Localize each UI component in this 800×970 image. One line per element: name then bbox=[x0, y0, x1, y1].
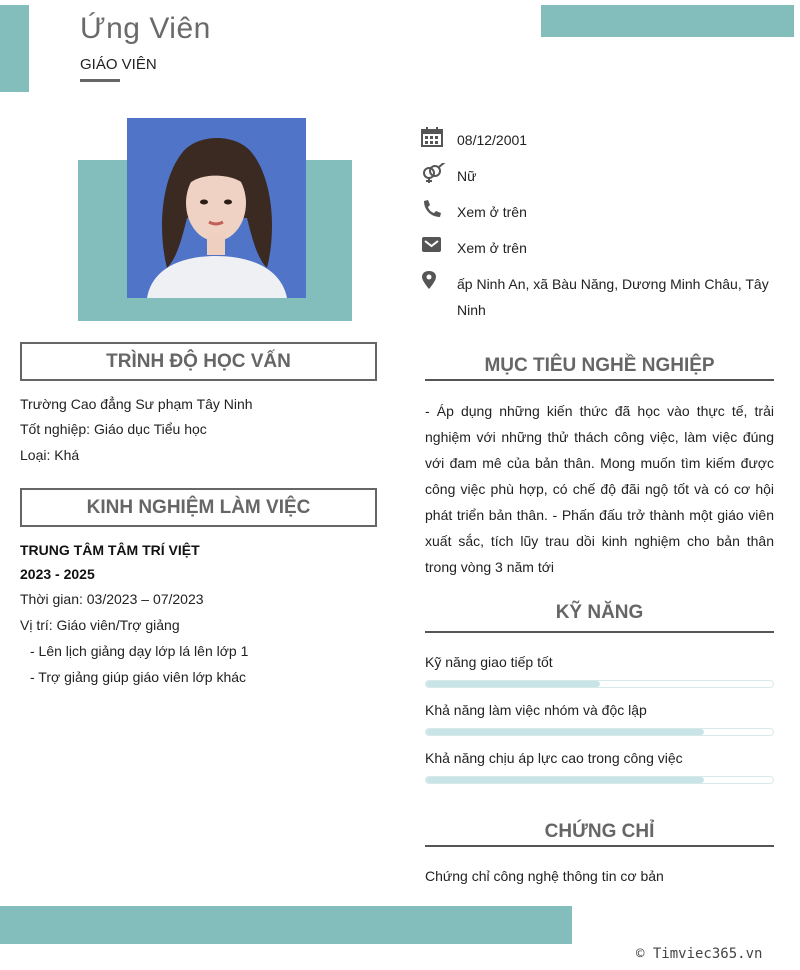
phone-value: Xem ở trên bbox=[457, 204, 527, 220]
education-school: Trường Cao đẳng Sư phạm Tây Ninh bbox=[20, 396, 253, 412]
birthday-value: 08/12/2001 bbox=[457, 132, 528, 148]
skill-label: Khả năng làm việc nhóm và độc lập bbox=[425, 702, 647, 718]
gender-icon bbox=[421, 163, 445, 183]
email-value: Xem ở trên bbox=[457, 240, 527, 256]
experience-duty: - Lên lịch giảng dạy lớp lá lên lớp 1 bbox=[30, 643, 249, 659]
gender-value: Nữ bbox=[457, 168, 477, 184]
education-graduation: Tốt nghiệp: Giáo dục Tiểu học bbox=[20, 421, 207, 437]
objective-rule bbox=[425, 379, 774, 381]
skill-bar-fill bbox=[426, 777, 704, 783]
contact-address bbox=[421, 271, 777, 323]
contact-email bbox=[421, 235, 777, 261]
watermark: © Timviec365.vn bbox=[636, 946, 763, 962]
certificates-rule bbox=[425, 845, 774, 847]
experience-heading: KINH NGHIỆM LÀM VIỆC bbox=[20, 488, 377, 527]
education-heading: TRÌNH ĐỘ HỌC VẤN bbox=[20, 342, 377, 381]
contact-gender bbox=[421, 163, 777, 189]
profile-photo bbox=[127, 118, 306, 298]
contact-birthday bbox=[421, 127, 777, 153]
skills-heading: KỸ NĂNG bbox=[555, 602, 644, 623]
skill-bar bbox=[425, 680, 774, 688]
education-rank: Loại: Khá bbox=[20, 447, 80, 463]
address-value: ấp Ninh An, xã Bàu Năng, Dương Minh Châu, Tây Ninh bbox=[457, 276, 769, 318]
job-title: GIÁO VIÊN bbox=[80, 56, 157, 73]
experience-period: Thời gian: 03/2023 – 07/2023 bbox=[20, 591, 204, 607]
calendar-icon bbox=[421, 127, 445, 147]
contact-phone bbox=[421, 199, 777, 225]
objective-heading: MỤC TIÊU NGHỀ NGHIỆP bbox=[484, 355, 715, 376]
experience-company: TRUNG TÂM TÂM TRÍ VIỆT bbox=[20, 542, 200, 558]
skills-rule bbox=[425, 631, 774, 633]
certificate-item: Chứng chỉ công nghệ thông tin cơ bản bbox=[425, 868, 664, 884]
decorative-block-top-left bbox=[0, 5, 29, 92]
candidate-name: Ứng Viên bbox=[80, 12, 211, 45]
skill-bar-fill bbox=[426, 681, 600, 687]
experience-duty: - Trợ giảng giúp giáo viên lớp khác bbox=[30, 669, 247, 685]
objective-text: - Áp dụng những kiến thức đã học vào thực tế, trải nghiệm với những thử thách công việc, làm việc đúng với đam mê của bản thân. Mong muốn tìm kiếm được công việc phù hợp, có chế độ đãi ngộ tốt và có cơ hội phát triển bản thân. - Phấn đấu trở thành một giáo viên xuất sắc, tích lũy trau dồi kinh nghiệm cho bản thân trong vòng 3 năm tới bbox=[425, 403, 774, 575]
experience-years: 2023 - 2025 bbox=[20, 566, 95, 582]
skill-label: Khả năng chịu áp lực cao trong công việc bbox=[425, 750, 683, 766]
skill-bar bbox=[425, 776, 774, 784]
phone-icon bbox=[421, 199, 445, 219]
experience-position: Vị trí: Giáo viên/Trợ giảng bbox=[20, 617, 180, 633]
skill-bar bbox=[425, 728, 774, 736]
skill-bar-fill bbox=[426, 729, 704, 735]
decorative-block-bottom bbox=[0, 906, 572, 944]
skill-label: Kỹ năng giao tiếp tốt bbox=[425, 654, 553, 670]
map-pin-icon bbox=[421, 271, 445, 291]
envelope-icon bbox=[421, 235, 445, 255]
title-underline bbox=[80, 79, 120, 82]
decorative-block-top-right bbox=[541, 5, 794, 37]
certificates-heading: CHỨNG CHỈ bbox=[544, 821, 655, 842]
